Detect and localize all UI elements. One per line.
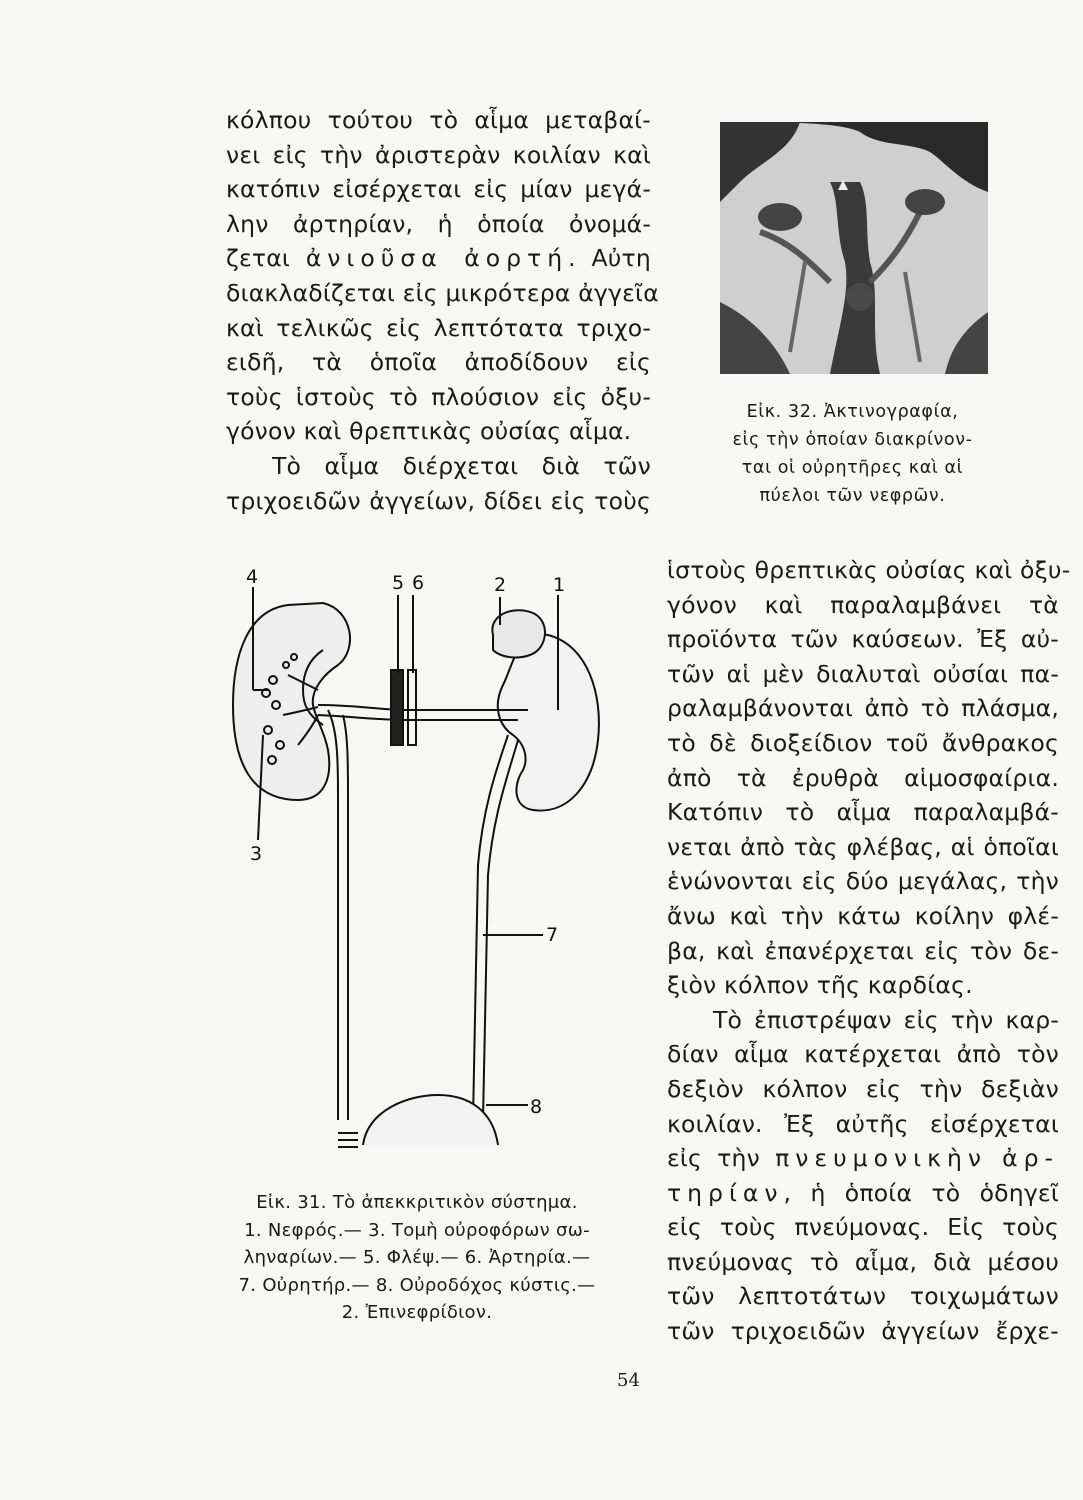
text-line: τῶν αἱ μὲν διαλυταὶ οὐσίαι πα- xyxy=(667,659,1059,688)
emphasized-term: πνευμονικὴν xyxy=(775,1144,987,1173)
text-line: ἱστοὺς θρεπτικὰς οὐσίας καὶ ὀξυ- xyxy=(667,556,1071,584)
urinary-system-diagram xyxy=(228,565,608,1165)
figure-31-caption xyxy=(212,1189,622,1327)
caption-line: ληναρίων.— 5. Φλέψ.— 6. Ἀρτηρία.— xyxy=(243,1247,591,1269)
text-line: τριχοειδῶν ἀγγείων, δίδει εἰς τοὺς xyxy=(226,486,651,515)
right-kidney xyxy=(498,635,599,811)
page-number: 54 xyxy=(617,1370,640,1391)
text-line: δίαν αἷμα κατέρχεται ἀπὸ τὸν xyxy=(667,1040,1059,1069)
left-ureter-inner xyxy=(343,715,348,1120)
emphasized-term: τηρίαν xyxy=(667,1178,784,1207)
text-line: εἰς τὴν πνευμονικὴν ἀρ- xyxy=(667,1144,1059,1173)
caption-line: εἰς τὴν ὁποίαν διακρίνον- xyxy=(732,430,973,450)
text-line: εἰς τοὺς πνεύμονας. Εἰς τοὺς xyxy=(667,1213,1059,1242)
label-5: 5 xyxy=(392,572,405,594)
urinary-bladder xyxy=(363,1095,498,1145)
text-line: κοιλίαν. Ἐξ αὐτῆς εἰσέρχεται xyxy=(667,1109,1059,1138)
text-line: δεξιὸν κόλπον εἰς τὴν δεξιὰν xyxy=(667,1074,1059,1103)
text-line: τὸ δὲ διοξείδιον τοῦ ἄνθρακος xyxy=(667,728,1059,757)
caption-line: Εἰκ. 32. Ἀκτινογραφία, xyxy=(746,402,959,422)
text-line: διακλαδίζεται εἰς μικρότερα ἀγγεῖα xyxy=(226,278,659,307)
label-8: 8 xyxy=(530,1096,543,1118)
caption-line: πύελοι τῶν νεφρῶν. xyxy=(759,486,946,506)
figure-32-caption xyxy=(700,398,1005,510)
text-line: Τὸ αἷμα διέρχεται διὰ τῶν xyxy=(272,451,651,480)
right-column-text xyxy=(667,553,1071,1349)
text-line: νει εἰς τὴν ἀριστερὰν κοιλίαν καὶ xyxy=(226,140,651,169)
text-line: κατόπιν εἰσέρχεται εἰς μίαν μεγά- xyxy=(226,175,651,204)
text-line: λην ἀρτηρίαν, ἡ ὁποία ὀνομά- xyxy=(226,209,651,238)
text-line: τηρίαν, ἡ ὁποία τὸ ὁδηγεῖ xyxy=(667,1178,1059,1207)
artery xyxy=(408,670,416,745)
text-line: Τὸ ἐπιστρέψαν εἰς τὴν καρ- xyxy=(713,1005,1059,1034)
caption-line: 7. Οὐρητήρ.— 8. Οὐροδόχος κύστις.— xyxy=(238,1274,596,1296)
caption-line: ται οἱ οὐρητῆρες καὶ αἱ xyxy=(741,458,964,478)
label-7: 7 xyxy=(546,924,559,946)
caption-line: 1. Νεφρός.— 3. Τομὴ οὐροφόρων σω- xyxy=(244,1219,590,1241)
label-2: 2 xyxy=(494,574,507,596)
text-line: Κατόπιν τὸ αἷμα παραλαμβά- xyxy=(667,798,1059,827)
text-line: ζεται ἀνιοῦσα ἀορτή. Αὐτη xyxy=(226,244,652,273)
text-line: ἑνώνονται εἰς δύο μεγάλας, τὴν xyxy=(667,867,1059,896)
left-kidney-section xyxy=(233,603,350,800)
label-3: 3 xyxy=(250,843,263,865)
left-column-text xyxy=(226,103,659,518)
text-line: ραλαμβάνονται ἀπὸ τὸ πλάσμα, xyxy=(667,694,1059,723)
text-line: κόλπου τούτου τὸ αἷμα μεταβαί- xyxy=(226,106,651,134)
text-line: γόνον καὶ θρεπτικὰς οὐσίας αἷμα. xyxy=(226,417,632,446)
emphasized-term: ἀνιοῦσα ἀορτή xyxy=(305,244,569,273)
text-line: τῶν λεπτοτάτων τοιχωμάτων xyxy=(667,1282,1059,1311)
text-line: γόνον καὶ παραλαμβάνει τὰ xyxy=(667,590,1059,619)
text-line: βα, καὶ ἐπανέρχεται εἰς τὸν δε- xyxy=(667,936,1059,965)
caption-line: 2. Ἐπινεφρίδιον. xyxy=(341,1302,493,1324)
label-6: 6 xyxy=(412,572,425,594)
text-line: ἄνω καὶ τὴν κάτω κοίλην φλέ- xyxy=(667,901,1059,930)
text-line: τῶν τριχοειδῶν ἀγγείων ἔρχε- xyxy=(667,1317,1059,1346)
text-line: ἀπὸ τὰ ἐρυθρὰ αἱμοσφαίρια. xyxy=(667,763,1059,792)
xray-photo xyxy=(720,122,988,374)
caption-line: Εἰκ. 31. Τὸ ἀπεκκριτικὸν σύστημα. xyxy=(256,1192,578,1213)
label-4: 4 xyxy=(246,566,259,588)
text-line: καὶ τελικῶς εἰς λεπτότατα τριχο- xyxy=(226,313,651,342)
text-line: ξιὸν κόλπον τῆς καρδίας. xyxy=(667,971,973,1000)
text-line: τοὺς ἱστοὺς τὸ πλούσιον εἰς ὀξυ- xyxy=(226,382,651,411)
text-line: προϊόντα τῶν καύσεων. Ἐξ αὐ- xyxy=(667,625,1059,654)
text-line: ειδῆ, τὰ ὁποῖα ἀποδίδουν εἰς xyxy=(226,348,651,377)
text-line: πνεύμονας τὸ αἷμα, διὰ μέσου xyxy=(667,1247,1059,1276)
text-line: νεται ἀπὸ τὰς φλέβας, αἱ ὁποῖαι xyxy=(667,832,1059,861)
label-1: 1 xyxy=(553,574,566,596)
vein xyxy=(391,670,403,745)
